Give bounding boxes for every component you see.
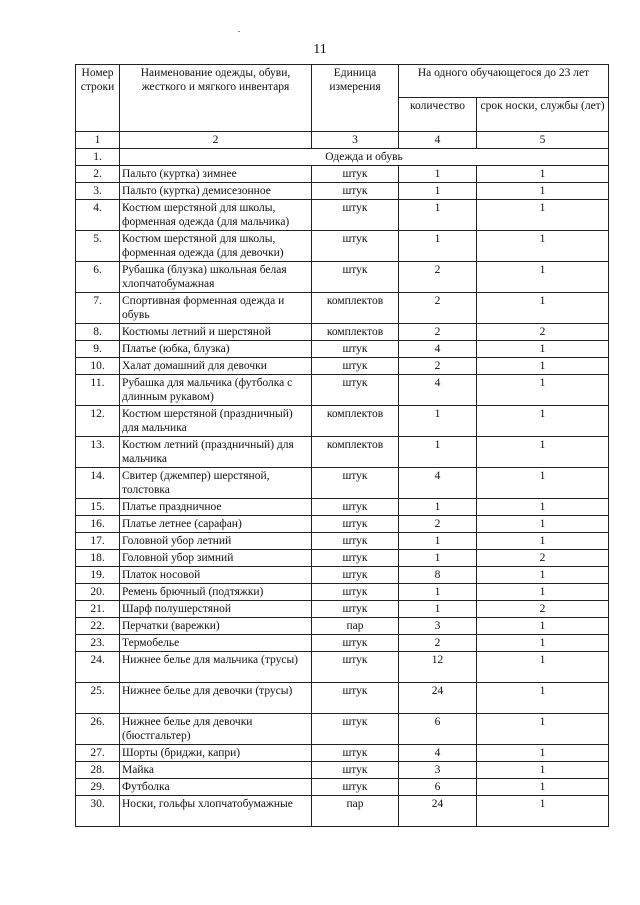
row-number-cell: 26. [76, 714, 120, 745]
wear-period-cell: 1 [477, 584, 609, 601]
unit-cell: штук [312, 516, 399, 533]
wear-period-cell: 1 [477, 796, 609, 827]
row-number-cell: 13. [76, 437, 120, 468]
table-row [76, 375, 609, 406]
section-title: Одежда и обувь [120, 149, 609, 166]
unit-cell: штук [312, 762, 399, 779]
wear-period-cell: 1 [477, 358, 609, 375]
column-number: 3 [312, 132, 399, 149]
row-number-cell: 14. [76, 468, 120, 499]
wear-period-cell: 1 [477, 200, 609, 231]
row-number-cell: 5. [76, 231, 120, 262]
quantity-cell: 1 [399, 231, 477, 262]
item-name-cell: Костюм шерстяной (праздничный) для мальчика [120, 406, 312, 437]
row-number-cell: 20. [76, 584, 120, 601]
column-number: 5 [477, 132, 609, 149]
quantity-cell: 6 [399, 779, 477, 796]
table-row [76, 324, 609, 341]
row-number-cell: 29. [76, 779, 120, 796]
item-name-cell: Свитер (джемпер) шерстяной, толстовка [120, 468, 312, 499]
quantity-cell: 1 [399, 601, 477, 618]
table-row [76, 437, 609, 468]
item-name-cell: Костюм летний (праздничный) для мальчика [120, 437, 312, 468]
unit-cell: штук [312, 166, 399, 183]
item-name-cell: Майка [120, 762, 312, 779]
row-number-cell: 10. [76, 358, 120, 375]
unit-cell: комплектов [312, 293, 399, 324]
unit-cell: комплектов [312, 437, 399, 468]
header-item-name: Наименование одежды, обуви, жесткого и мягкого инвентаря [120, 65, 312, 132]
item-name-cell: Нижнее белье для девочки (трусы) [120, 683, 312, 714]
table-row [76, 601, 609, 618]
item-name-cell: Головной убор зимний [120, 550, 312, 567]
item-name-cell: Пальто (куртка) зимнее [120, 166, 312, 183]
unit-cell: пар [312, 796, 399, 827]
table-row [76, 262, 609, 293]
item-name-cell: Ремень брючный (подтяжки) [120, 584, 312, 601]
table-row [76, 635, 609, 652]
row-number-cell: 15. [76, 499, 120, 516]
header-wear-period: срок носки, службы (лет) [477, 98, 609, 132]
unit-cell: комплектов [312, 324, 399, 341]
wear-period-cell: 1 [477, 341, 609, 358]
unit-cell: штук [312, 652, 399, 683]
unit-cell: штук [312, 375, 399, 406]
quantity-cell: 4 [399, 468, 477, 499]
wear-period-cell: 1 [477, 499, 609, 516]
row-number-cell: 22. [76, 618, 120, 635]
unit-cell: штук [312, 200, 399, 231]
quantity-cell: 1 [399, 584, 477, 601]
item-name-cell: Носки, гольфы хлопчатобумажные [120, 796, 312, 827]
row-number-cell: 8. [76, 324, 120, 341]
quantity-cell: 4 [399, 341, 477, 358]
wear-period-cell: 1 [477, 262, 609, 293]
item-name-cell: Платок носовой [120, 567, 312, 584]
quantity-cell: 1 [399, 166, 477, 183]
section-row [76, 149, 609, 166]
table-row [76, 796, 609, 827]
section-number: 1. [76, 149, 120, 166]
table-row [76, 779, 609, 796]
quantity-cell: 2 [399, 324, 477, 341]
row-number-cell: 12. [76, 406, 120, 437]
wear-period-cell: 1 [477, 533, 609, 550]
page-number: 11 [313, 42, 327, 57]
unit-cell: штук [312, 567, 399, 584]
row-number-cell: 23. [76, 635, 120, 652]
column-number: 1 [76, 132, 120, 149]
quantity-cell: 3 [399, 762, 477, 779]
quantity-cell: 4 [399, 375, 477, 406]
row-number-cell: 9. [76, 341, 120, 358]
column-numbers-row [76, 132, 609, 149]
row-number-cell: 30. [76, 796, 120, 827]
item-name-cell: Шарф полушерстяной [120, 601, 312, 618]
table-row [76, 745, 609, 762]
table-row [76, 166, 609, 183]
wear-period-cell: 1 [477, 293, 609, 324]
wear-period-cell: 1 [477, 437, 609, 468]
row-number-cell: 7. [76, 293, 120, 324]
item-name-cell: Нижнее белье для мальчика (трусы) [120, 652, 312, 683]
scan-mark [238, 31, 240, 32]
quantity-cell: 1 [399, 437, 477, 468]
row-number-cell: 24. [76, 652, 120, 683]
wear-period-cell: 1 [477, 635, 609, 652]
item-name-cell: Рубашка (блузка) школьная белая хлопчатобумажная [120, 262, 312, 293]
unit-cell: штук [312, 635, 399, 652]
quantity-cell: 6 [399, 714, 477, 745]
quantity-cell: 2 [399, 262, 477, 293]
quantity-cell: 8 [399, 567, 477, 584]
wear-period-cell: 1 [477, 406, 609, 437]
unit-cell: штук [312, 601, 399, 618]
wear-period-cell: 1 [477, 166, 609, 183]
table-row [76, 683, 609, 714]
table-body [76, 132, 609, 827]
row-number-cell: 4. [76, 200, 120, 231]
table-row [76, 293, 609, 324]
quantity-cell: 1 [399, 406, 477, 437]
unit-cell: штук [312, 499, 399, 516]
table-row [76, 499, 609, 516]
wear-period-cell: 1 [477, 745, 609, 762]
unit-cell: штук [312, 341, 399, 358]
quantity-cell: 1 [399, 550, 477, 567]
quantity-cell: 24 [399, 683, 477, 714]
wear-period-cell: 1 [477, 683, 609, 714]
item-name-cell: Нижнее белье для девочки (бюстгальтер) [120, 714, 312, 745]
unit-cell: штук [312, 779, 399, 796]
item-name-cell: Термобелье [120, 635, 312, 652]
unit-cell: пар [312, 618, 399, 635]
header-per-student: На одного обучающегося до 23 лет [399, 65, 609, 98]
row-number-cell: 19. [76, 567, 120, 584]
item-name-cell: Шорты (бриджи, капри) [120, 745, 312, 762]
table-row [76, 714, 609, 745]
table-row [76, 406, 609, 437]
wear-period-cell: 2 [477, 324, 609, 341]
wear-period-cell: 1 [477, 652, 609, 683]
unit-cell: штук [312, 468, 399, 499]
quantity-cell: 2 [399, 293, 477, 324]
item-name-cell: Платье праздничное [120, 499, 312, 516]
quantity-cell: 4 [399, 745, 477, 762]
row-number-cell: 11. [76, 375, 120, 406]
item-name-cell: Головной убор летний [120, 533, 312, 550]
table-row [76, 516, 609, 533]
wear-period-cell: 1 [477, 567, 609, 584]
unit-cell: штук [312, 231, 399, 262]
row-number-cell: 17. [76, 533, 120, 550]
table-row [76, 358, 609, 375]
quantity-cell: 1 [399, 533, 477, 550]
item-name-cell: Перчатки (варежки) [120, 618, 312, 635]
clothing-norms-table [75, 64, 609, 827]
item-name-cell: Платье летнее (сарафан) [120, 516, 312, 533]
quantity-cell: 2 [399, 516, 477, 533]
table-row [76, 567, 609, 584]
item-name-cell: Пальто (куртка) демисезонное [120, 183, 312, 200]
unit-cell: комплектов [312, 406, 399, 437]
header-quantity: количество [399, 98, 477, 132]
item-name-cell: Спортивная форменная одежда и обувь [120, 293, 312, 324]
row-number-cell: 6. [76, 262, 120, 293]
table-row [76, 762, 609, 779]
wear-period-cell: 1 [477, 183, 609, 200]
item-name-cell: Костюм шерстяной для школы, форменная одежда (для девочки) [120, 231, 312, 262]
wear-period-cell: 1 [477, 231, 609, 262]
wear-period-cell: 1 [477, 375, 609, 406]
table-row [76, 200, 609, 231]
wear-period-cell: 1 [477, 516, 609, 533]
quantity-cell: 24 [399, 796, 477, 827]
table-row [76, 550, 609, 567]
table-row [76, 584, 609, 601]
row-number-cell: 18. [76, 550, 120, 567]
table-row [76, 183, 609, 200]
column-number: 4 [399, 132, 477, 149]
column-number: 2 [120, 132, 312, 149]
row-number-cell: 27. [76, 745, 120, 762]
wear-period-cell: 1 [477, 714, 609, 745]
wear-period-cell: 1 [477, 779, 609, 796]
item-name-cell: Рубашка для мальчика (футболка с длинным рукавом) [120, 375, 312, 406]
wear-period-cell: 1 [477, 762, 609, 779]
table-row [76, 468, 609, 499]
quantity-cell: 3 [399, 618, 477, 635]
unit-cell: штук [312, 550, 399, 567]
row-number-cell: 3. [76, 183, 120, 200]
wear-period-cell: 1 [477, 618, 609, 635]
table-row [76, 652, 609, 683]
unit-cell: штук [312, 358, 399, 375]
unit-cell: штук [312, 714, 399, 745]
row-number-cell: 28. [76, 762, 120, 779]
header-row [76, 65, 609, 98]
quantity-cell: 12 [399, 652, 477, 683]
table-row [76, 231, 609, 262]
row-number-cell: 21. [76, 601, 120, 618]
row-number-cell: 25. [76, 683, 120, 714]
item-name-cell: Халат домашний для девочки [120, 358, 312, 375]
quantity-cell: 2 [399, 635, 477, 652]
header-unit: Единица измерения [312, 65, 399, 132]
quantity-cell: 1 [399, 499, 477, 516]
table-row [76, 533, 609, 550]
unit-cell: штук [312, 183, 399, 200]
wear-period-cell: 2 [477, 601, 609, 618]
item-name-cell: Костюм шерстяной для школы, форменная одежда (для мальчика) [120, 200, 312, 231]
table-row [76, 618, 609, 635]
quantity-cell: 2 [399, 358, 477, 375]
header-row-number: Номер строки [76, 65, 120, 132]
wear-period-cell: 1 [477, 468, 609, 499]
row-number-cell: 2. [76, 166, 120, 183]
unit-cell: штук [312, 262, 399, 293]
item-name-cell: Футболка [120, 779, 312, 796]
unit-cell: штук [312, 584, 399, 601]
unit-cell: штук [312, 683, 399, 714]
wear-period-cell: 2 [477, 550, 609, 567]
quantity-cell: 1 [399, 183, 477, 200]
unit-cell: штук [312, 533, 399, 550]
table-row [76, 341, 609, 358]
item-name-cell: Костюмы летний и шерстяной [120, 324, 312, 341]
item-name-cell: Платье (юбка, блузка) [120, 341, 312, 358]
row-number-cell: 16. [76, 516, 120, 533]
quantity-cell: 1 [399, 200, 477, 231]
unit-cell: штук [312, 745, 399, 762]
